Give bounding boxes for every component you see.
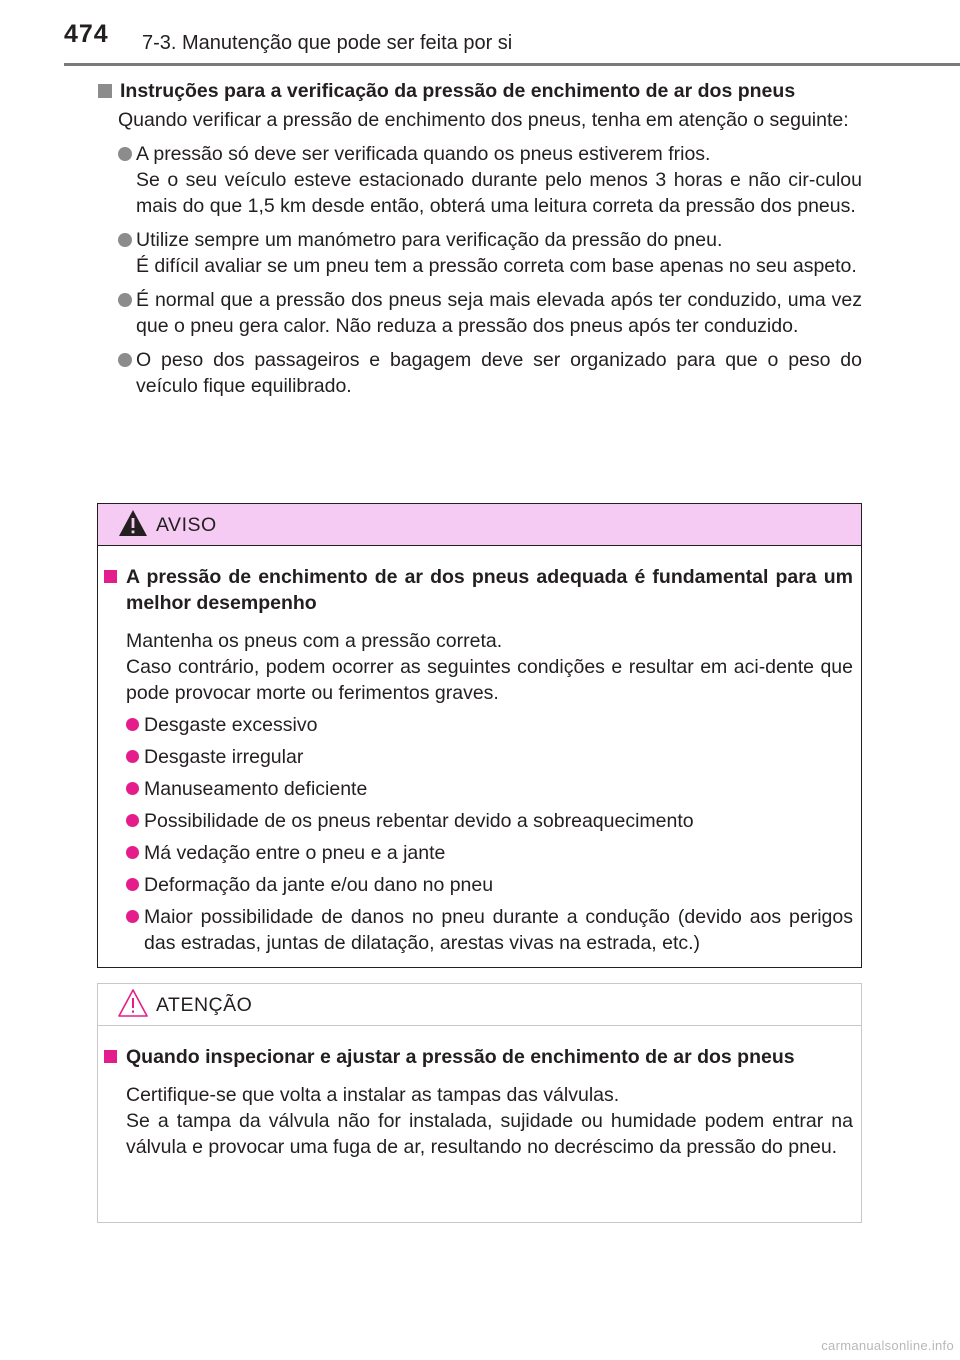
warning-paragraph-line-1: Mantenha os pneus com a pressão correta.	[126, 630, 503, 652]
page-number: 474	[64, 20, 109, 48]
bullet-dot-icon	[118, 147, 132, 161]
list-item	[118, 347, 862, 399]
list-item-text: Desgaste excessivo	[144, 714, 318, 736]
list-item	[118, 287, 862, 339]
topic-heading-text: Instruções para a verificação da pressão de enchimento de ar dos pneus	[120, 80, 796, 102]
list-item	[126, 808, 853, 834]
topic-heading	[98, 78, 862, 104]
bullet-dot-icon	[118, 293, 132, 307]
warning-box	[97, 503, 862, 968]
caution-box	[97, 983, 862, 1223]
list-item	[118, 227, 862, 279]
list-item-text: Má vedação entre o pneu e a jante	[144, 842, 446, 864]
intro-paragraph: Quando verificar a pressão de enchimento dos pneus, tenha em atenção o seguinte:	[118, 109, 849, 131]
warning-heading	[104, 564, 853, 616]
list-item-text: A pressão só deve ser verificada quando os pneus estiverem frios. Se o seu veículo esteve estacionado durante pelo menos 3 horas e não cir-culou mais do que 1,5 km desde então, obterá uma leitura correta da pressão dos pneus.	[136, 143, 862, 217]
bullet-dot-icon	[118, 353, 132, 367]
list-item-text: Possibilidade de os pneus rebentar devido a sobreaquecimento	[144, 810, 694, 832]
list-item	[118, 141, 862, 219]
caution-label: ATENÇÃO	[156, 994, 253, 1016]
bullet-dot-icon	[126, 718, 139, 731]
bullet-dot-icon	[126, 782, 139, 795]
list-item-text: Manuseamento deficiente	[144, 778, 368, 800]
list-item	[126, 776, 853, 802]
list-item-text: Utilize sempre um manómetro para verificação da pressão do pneu. É difícil avaliar se um pneu tem a pressão correta com base apenas no seu aspeto.	[136, 229, 857, 277]
list-item-text: Desgaste irregular	[144, 746, 304, 768]
list-item-text: É normal que a pressão dos pneus seja mais elevada após ter conduzido, uma vez que o pneu gera calor. Não reduza a pressão dos pneus após ter conduzido.	[136, 289, 862, 337]
caution-paragraph-line-2: Se a tampa da válvula não for instalada, sujidade ou humidade podem entrar na válvula e provocar uma fuga de ar, resultando no decréscimo da pressão do pneu.	[126, 1110, 853, 1158]
warning-heading-text: A pressão de enchimento de ar dos pneus adequada é fundamental para um melhor desempenho	[126, 566, 853, 614]
list-item	[126, 840, 853, 866]
bullet-dot-icon	[126, 878, 139, 891]
bullet-dot-icon	[126, 910, 139, 923]
warning-paragraph	[126, 628, 853, 706]
bullet-dot-icon	[126, 846, 139, 859]
header-divider	[64, 63, 960, 66]
page-header	[0, 0, 960, 68]
main-content	[98, 78, 862, 399]
list-item	[126, 872, 853, 898]
caution-paragraph-line-1: Certifique-se que volta a instalar as tampas das válvulas.	[126, 1084, 620, 1106]
caution-box-body	[98, 1026, 861, 1160]
square-bullet-icon	[98, 84, 112, 98]
square-bullet-icon	[104, 1050, 117, 1063]
warning-triangle-icon	[116, 504, 150, 549]
bullet-dot-icon	[118, 233, 132, 247]
caution-heading	[104, 1044, 853, 1070]
warning-paragraph-line-2: Caso contrário, podem ocorrer as seguintes condições e resultar em aci-dente que pode provocar morte ou ferimentos graves.	[126, 656, 853, 704]
caution-heading-text: Quando inspecionar e ajustar a pressão de enchimento de ar dos pneus	[126, 1046, 795, 1068]
list-item	[126, 712, 853, 738]
square-bullet-icon	[104, 570, 117, 583]
warning-label: AVISO	[156, 514, 217, 536]
caution-paragraph	[126, 1082, 853, 1160]
caution-box-header	[98, 984, 861, 1026]
footer-watermark: carmanualsonline.info	[821, 1338, 954, 1353]
section-title: 7-3. Manutenção que pode ser feita por si	[142, 32, 513, 54]
list-item	[126, 744, 853, 770]
warning-box-header	[98, 504, 861, 546]
bullet-dot-icon	[126, 750, 139, 763]
bullet-dot-icon	[126, 814, 139, 827]
list-item-text: Maior possibilidade de danos no pneu durante a condução (devido aos perigos das estradas, juntas de dilatação, arestas vivas na estrada, etc.)	[144, 906, 853, 954]
list-item	[126, 904, 853, 956]
warning-box-body	[98, 546, 861, 956]
list-item-text: Deformação da jante e/ou dano no pneu	[144, 874, 494, 896]
list-item-text: O peso dos passageiros e bagagem deve ser organizado para que o peso do veículo fique equilibrado.	[136, 349, 862, 397]
caution-triangle-icon	[116, 984, 150, 1029]
